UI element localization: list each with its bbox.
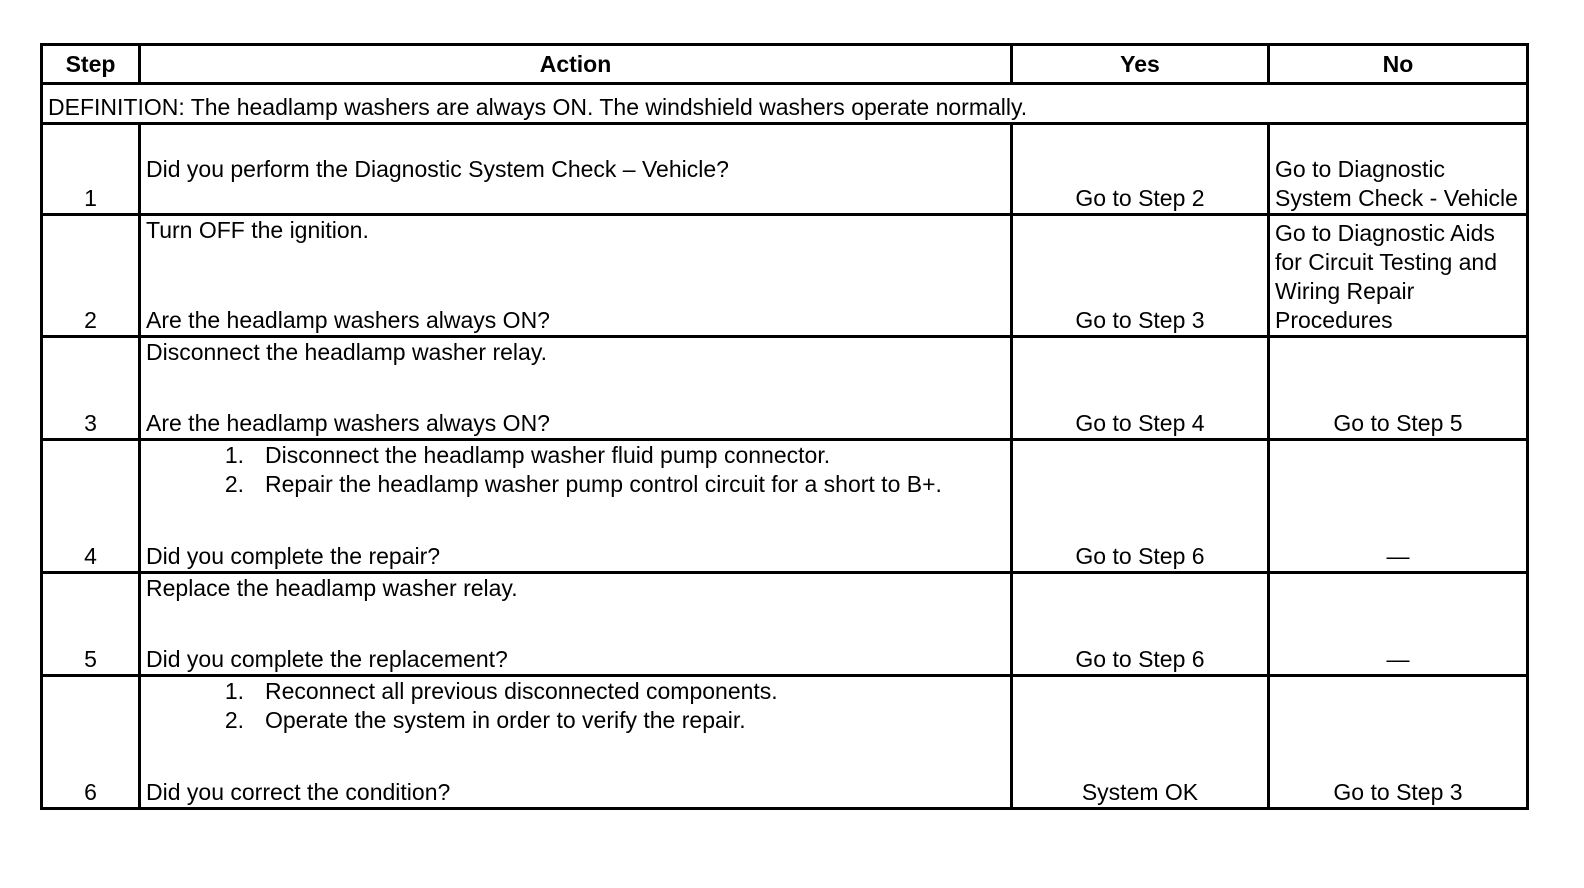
- list-item: [146, 706, 1005, 735]
- action-question: Did you perform the Diagnostic System Check – Vehicle?: [146, 155, 729, 182]
- no-cell: Go to Diagnostic System Check - Vehicle: [1269, 124, 1528, 215]
- yes-cell: Go to Step 3: [1012, 215, 1269, 337]
- list-item-number: 1.: [224, 442, 244, 468]
- action-instruction: Replace the headlamp washer relay.: [146, 575, 518, 601]
- action-question: Are the headlamp washers always ON?: [146, 307, 550, 333]
- list-item-number: 2.: [224, 707, 244, 733]
- diagnostic-table: [40, 43, 1529, 810]
- list-item-text: Disconnect the headlamp washer fluid pump connector.: [265, 442, 831, 468]
- yes-cell: Go to Step 6: [1012, 573, 1269, 676]
- no-cell: —: [1269, 573, 1528, 676]
- list-item: [146, 470, 1005, 499]
- header-step: Step: [42, 45, 140, 84]
- action-steps-list: [146, 441, 1005, 499]
- action-cell: [140, 676, 1012, 809]
- table-row: [42, 440, 1528, 573]
- action-instruction: Disconnect the headlamp washer relay.: [146, 339, 548, 365]
- header-action: Action: [140, 45, 1012, 84]
- step-number: 4: [42, 440, 140, 573]
- table-row: [42, 573, 1528, 676]
- list-item: [146, 677, 1005, 706]
- step-number: 1: [42, 124, 140, 215]
- no-cell: Go to Step 5: [1269, 337, 1528, 440]
- table-row: [42, 676, 1528, 809]
- yes-cell: Go to Step 2: [1012, 124, 1269, 215]
- action-question: Did you complete the replacement?: [146, 646, 508, 672]
- action-cell: [140, 215, 1012, 337]
- table-row: [42, 124, 1528, 215]
- list-item-text: Reconnect all previous disconnected components.: [265, 678, 778, 704]
- action-question: Did you correct the condition?: [146, 779, 451, 805]
- list-item-text: Operate the system in order to verify the repair.: [265, 707, 746, 733]
- yes-cell: Go to Step 6: [1012, 440, 1269, 573]
- step-number: 5: [42, 573, 140, 676]
- list-item-text: Repair the headlamp washer pump control circuit for a short to B+.: [265, 471, 942, 497]
- action-cell: [140, 337, 1012, 440]
- table-row: [42, 337, 1528, 440]
- no-cell: Go to Diagnostic Aids for Circuit Testing and Wiring Repair Procedures: [1269, 215, 1528, 337]
- list-item-number: 2.: [224, 471, 244, 497]
- action-question: Did you complete the repair?: [146, 543, 441, 569]
- action-cell: [140, 124, 1012, 215]
- header-yes: Yes: [1012, 45, 1269, 84]
- yes-cell: Go to Step 4: [1012, 337, 1269, 440]
- table-row: [42, 215, 1528, 337]
- list-item: [146, 441, 1005, 470]
- definition-row: [42, 84, 1528, 124]
- step-number: 6: [42, 676, 140, 809]
- header-row: [42, 45, 1528, 84]
- action-instruction: Turn OFF the ignition.: [146, 217, 369, 243]
- action-cell: [140, 440, 1012, 573]
- no-cell: Go to Step 3: [1269, 676, 1528, 809]
- header-no: No: [1269, 45, 1528, 84]
- step-number: 3: [42, 337, 140, 440]
- definition-text: DEFINITION: The headlamp washers are always ON. The windshield washers operate normally.: [42, 84, 1528, 124]
- action-cell: [140, 573, 1012, 676]
- action-steps-list: [146, 677, 1005, 735]
- list-item-number: 1.: [224, 678, 244, 704]
- step-number: 2: [42, 215, 140, 337]
- action-question: Are the headlamp washers always ON?: [146, 410, 550, 436]
- yes-cell: System OK: [1012, 676, 1269, 809]
- no-cell: —: [1269, 440, 1528, 573]
